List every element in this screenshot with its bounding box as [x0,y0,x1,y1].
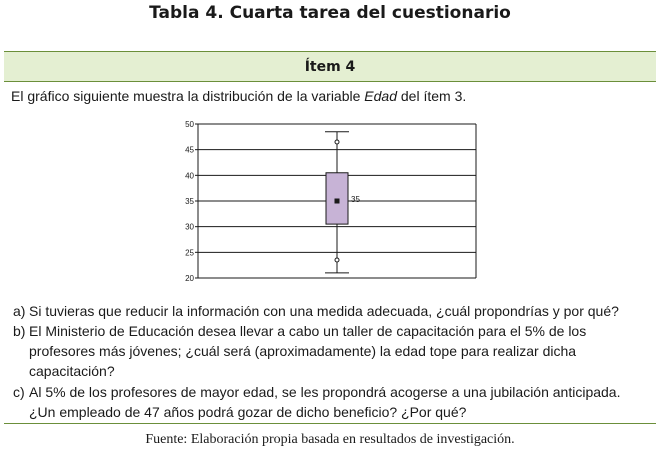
question-a-line-1: Si tuvieras que reducir la información con una medida adecuada, ¿cuál propondrías y por qué? [29,303,619,319]
y-tick-label-30: 30 [185,222,194,232]
question-b [13,321,586,381]
y-tick-label-50: 50 [185,120,194,129]
item-header: Ítem 4 [4,51,656,82]
y-tick-label-40: 40 [185,171,194,181]
question-b-line-1: El Ministerio de Educación desea llevar a cabo un taller de capacitación para el 5% de los [29,323,587,339]
y-tick-label-45: 45 [185,145,194,155]
question-b-letter: b) [13,323,26,339]
median-label: 35 [351,195,360,204]
question-b-line-2: profesores más jóvenes; ¿cuál será (aproximadamente) la edad tope para realizar dicha [29,343,577,359]
outlier-high [335,140,339,144]
intro-after: del ítem 3. [397,88,467,104]
question-c [13,382,620,422]
intro-emphasis: Edad [364,88,397,104]
question-c-letter: c) [13,384,25,400]
source-note: Fuente: Elaboración propia basada en resultados de investigación. [145,432,515,447]
y-tick-label-20: 20 [185,274,194,283]
y-tick-label-35: 35 [185,197,194,206]
question-c-line-1: Al 5% de los profesores de mayor edad, se les propondrá acogerse a una jubilación anticipada. [29,384,621,400]
question-c-line-2: ¿Un empleado de 47 años podrá gozar de dicho beneficio? ¿Por qué? [29,404,467,420]
question-b-line-3: capacitación? [29,363,115,379]
question-a-letter: a) [13,303,26,319]
outlier-low [335,258,339,262]
question-a [13,301,619,321]
table-title: Tabla 4. Cuarta tarea del cuestionario [149,3,511,23]
median-marker [335,199,340,204]
intro-text [11,88,466,104]
intro-before: El gráfico siguiente muestra la distribución de la variable [11,88,365,104]
iqr-box [326,173,348,224]
bottom-rule [4,423,656,424]
y-tick-label-25: 25 [185,248,194,258]
age-boxplot [176,116,486,286]
